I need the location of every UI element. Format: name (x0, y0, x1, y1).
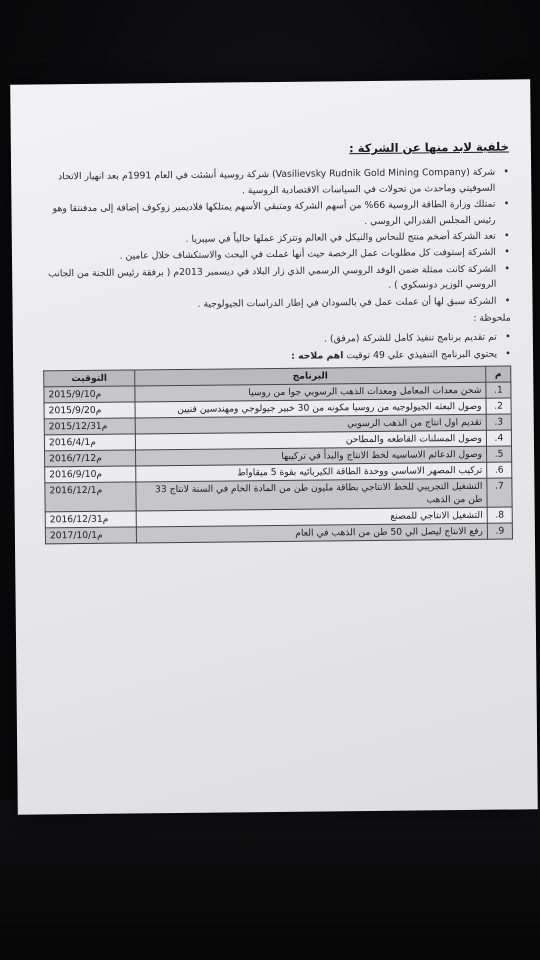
row-number: 1. (486, 382, 511, 398)
row-program: التشغيل الانتاجي للمصنع (136, 508, 487, 528)
row-number: 7. (487, 478, 512, 507)
row-program: تقديم اول انتاج من الذهب الرسوبي (135, 415, 486, 435)
row-program: رفع الانتاج ليصل الي 50 طن من الذهب في العام (136, 524, 487, 544)
program-table (43, 366, 513, 545)
row-program: شحن معدات المعامل ومعدات الذهب الرسوبي جوا من روسيا (135, 383, 486, 403)
row-number: 3. (486, 414, 511, 430)
row-program: وصول المسلنات القاطعه والمطاحن (135, 431, 486, 451)
row-number: 4. (486, 430, 511, 446)
row-date: 2016/9/10م (45, 466, 136, 483)
fact-item: • شركة (Vasilievsky Rudnik Gold Mining Company) شركة روسية أنشئت في العام 1991م بعد انهيار الاتحاد السوفيتي وماحدث من تحولات في السياسات الاقتصادية الروسية . (39, 165, 509, 201)
row-number: 2. (486, 398, 511, 414)
notes-list (41, 330, 511, 367)
row-number: 6. (487, 462, 512, 478)
row-program: وصول الدعائم الاساسيه لخط الانتاج والبدأ في تركيبها (136, 447, 487, 467)
row-date: 2015/9/10م (44, 386, 135, 403)
col-program-header: البرنامج (135, 367, 486, 387)
row-date: 2016/12/31م (45, 511, 136, 528)
note-emphasis: اهم ملاحه : (291, 350, 344, 362)
row-number: 8. (487, 507, 512, 523)
section-heading: خلفية لابد منها عن الشركة : (349, 139, 509, 156)
row-date: 2017/10/1م (45, 527, 136, 544)
row-program: التشغيل التجريبي للخط الانتاجي بطاقة مليون طن من المادة الخام في السنة لانتاج 33 طن من الذهب (136, 479, 487, 512)
fact-item: • الشركة إستوفت كل مطلوبات عمل الرخصة حيث أنها عملت في البحث والاستكشاف خلال عامين . (40, 245, 510, 265)
fact-item: • تعد الشركة أضخم منتج للنحاس والنيكل في العالم وتتركز عملها حالياً في سيبريا . (40, 229, 510, 249)
fact-item: • الشركة كانت ممثلة ضمن الوفد الروسي الرسمي الذي زار البلاد في ديسمبر 2013م ( برفقة رئيس اللجنة من الجانب الروسي الوزير دونسكوي ) . (40, 261, 510, 297)
row-program: تركيب المصهر الاساسي ووحدة الطاقة الكيربائيه بقوة 5 ميقاواط (136, 463, 487, 483)
document-content (39, 140, 513, 545)
company-facts-list (39, 165, 510, 314)
note-text: يحتوي البرنامج التنفيذي علي 49 توقيت (343, 348, 498, 362)
fact-item: • الشركة سبق لها أن عملت عمل في بالسودان في إطار الدراسات الجيولوجية . (40, 293, 510, 313)
row-date: 2016/12/1م (45, 482, 136, 512)
note-label: ملحوظة : (473, 312, 511, 324)
col-date-header: التوقيت (44, 370, 135, 387)
note-item: • تم تقديم برنامج تنفيذ كامل للشركة (مرفق) . (41, 330, 511, 350)
desk-surface (0, 800, 540, 960)
row-program: وصول البعثه الجيولوجيه من روسيا مكونه من 30 خبير جيولوجي ومهندسين فنيين (135, 399, 486, 419)
row-date: 2015/12/31م (44, 418, 135, 435)
fact-item: • تمتلك وزارة الطاقة الروسية 66% من أسهم الشركة ومتبقي الأسهم يمتلكها فلاديمير زوكوف إضافة إلى مدفنتقا وهو رئيس المجلس الفدرالي الروسي . (39, 197, 509, 233)
row-number: 5. (487, 446, 512, 462)
document-sheet (10, 79, 538, 814)
row-date: 2016/4/1م (44, 434, 135, 451)
row-number: 9. (487, 523, 512, 539)
row-date: 2015/9/20م (44, 402, 135, 419)
row-date: 2016/7/12م (45, 450, 136, 467)
col-number-header: م (486, 366, 511, 382)
